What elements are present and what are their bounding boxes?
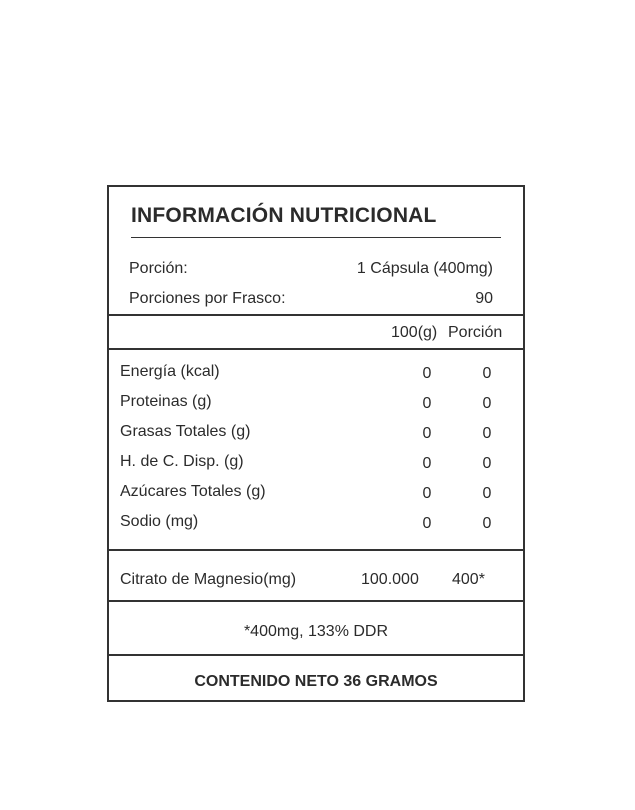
- column-header-portion: Porción: [448, 324, 503, 341]
- ingredient-per100: 100.000: [361, 571, 419, 588]
- divider-2: [109, 348, 523, 350]
- column-header-100g: 100(g): [391, 324, 438, 341]
- nutrient-portion: 0: [482, 365, 492, 382]
- nutrient-per100: 0: [422, 455, 432, 472]
- nutrient-name: Proteinas (g): [120, 393, 212, 410]
- label-title: INFORMACIÓN NUTRICIONAL: [131, 204, 437, 227]
- divider-3: [109, 549, 523, 551]
- divider-4: [109, 600, 523, 602]
- nutrient-name: Energía (kcal): [120, 363, 220, 380]
- nutrition-label: [107, 185, 525, 702]
- portion-value: 1 Cápsula (400mg): [356, 260, 493, 277]
- nutrient-name: Azúcares Totales (g): [120, 483, 266, 500]
- nutrient-per100: 0: [422, 365, 432, 382]
- servings-label: Porciones por Frasco:: [129, 290, 286, 307]
- nutrient-name: Grasas Totales (g): [120, 423, 251, 440]
- ingredient-name: Citrato de Magnesio(mg): [120, 571, 297, 588]
- net-content: CONTENIDO NETO 36 GRAMOS: [194, 673, 438, 690]
- divider-1: [109, 314, 523, 316]
- nutrient-portion: 0: [482, 395, 492, 412]
- nutrient-portion: 0: [482, 455, 492, 472]
- title-underline: [131, 237, 501, 238]
- servings-value: 90: [475, 290, 493, 307]
- nutrient-portion: 0: [482, 515, 492, 532]
- nutrient-name: Sodio (mg): [120, 513, 199, 530]
- divider-5: [109, 654, 523, 656]
- nutrient-per100: 0: [422, 395, 432, 412]
- portion-label: Porción:: [129, 260, 188, 277]
- nutrient-per100: 0: [422, 485, 432, 502]
- footnote: *400mg, 133% DDR: [243, 623, 389, 640]
- nutrient-per100: 0: [422, 515, 432, 532]
- nutrient-portion: 0: [482, 485, 492, 502]
- ingredient-portion: 400*: [452, 571, 485, 588]
- nutrient-name: H. de C. Disp. (g): [120, 453, 244, 470]
- nutrient-portion: 0: [482, 425, 492, 442]
- nutrient-per100: 0: [422, 425, 432, 442]
